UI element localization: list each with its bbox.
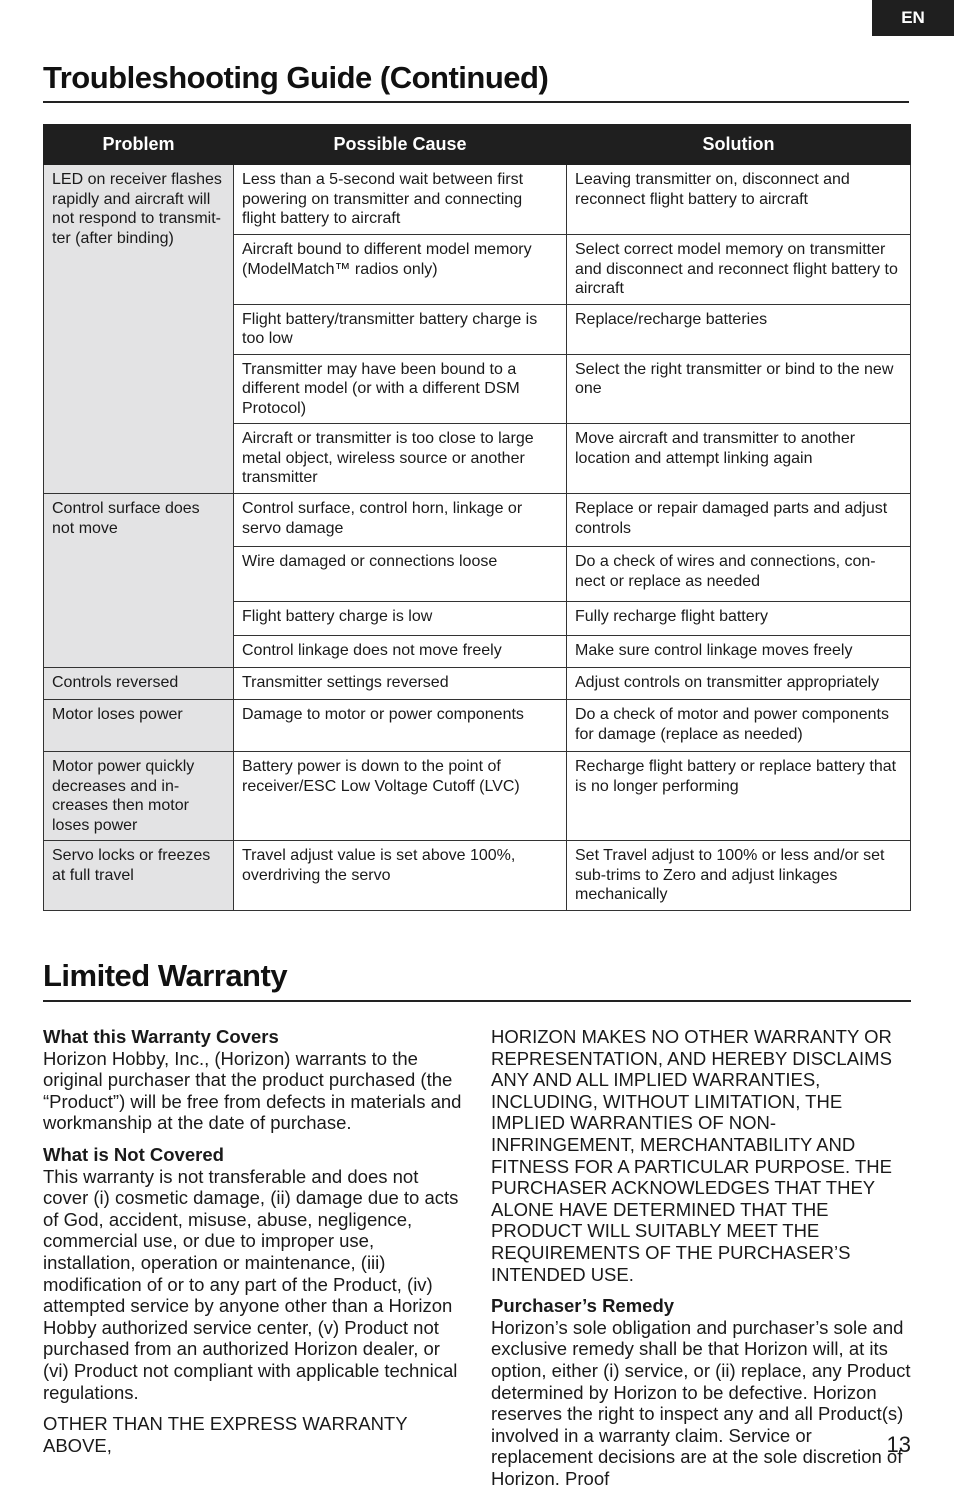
cause-cell: Damage to motor or power components xyxy=(234,700,567,752)
warranty-left-column xyxy=(43,1026,465,1466)
problem-cell: Controls reversed xyxy=(44,668,234,700)
solution-cell: Select the right transmitter or bind to the new one xyxy=(567,354,911,424)
disclaimer-text: HORIZON MAKES NO OTHER WARRANTY OR REPRESENTATION, AND HEREBY DISCLAIMS ANY AND ALL IMPLIED WARRANTIES, INCLUDING, WITHOUT LIMITATION, THE IMPLIED WARRANTIES OF NON-INFRINGEMENT, MERCHANTABILITY AND FITNESS FOR A PARTICULAR PURPOSE. THE PURCHASER ACKNOWLEDGES THAT THEY ALONE HAVE DETERMINED THAT THE PRODUCT WILL SUITABLY MEET THE REQUIREMENTS OF THE PURCHASER’S INTENDED USE. xyxy=(491,1026,892,1285)
cause-cell: Flight battery/transmitter battery charge is too low xyxy=(234,304,567,354)
table-header-row xyxy=(44,125,911,165)
problem-cell: Control surface does not move xyxy=(44,494,234,668)
not-covered-heading: What is Not Covered xyxy=(43,1143,224,1165)
language-tab: EN xyxy=(872,0,954,36)
express-warranty-text: OTHER THAN THE EXPRESS WARRANTY ABOVE, xyxy=(43,1413,408,1456)
cause-cell: Travel adjust value is set above 100%, overdriving the servo xyxy=(234,841,567,911)
page-number: 13 xyxy=(886,1432,911,1457)
table-row xyxy=(44,700,911,752)
cause-cell: Battery power is down to the point of receiver/ESC Low Voltage Cutoff (LVC) xyxy=(234,752,567,841)
header-solution: Solution xyxy=(567,125,911,165)
covers-text: Horizon Hobby, Inc., (Horizon) warrants to the original purchaser that the product purchased (the “Product”) will be free from defects in materials and workmanship at the date of purchase. xyxy=(43,1047,462,1134)
solution-cell: Replace or repair damaged parts and adjust controls xyxy=(567,494,911,547)
warranty-section xyxy=(491,1295,913,1489)
table-row xyxy=(44,668,911,700)
solution-cell: Move aircraft and transmitter to another location and attempt linking again xyxy=(567,424,911,494)
cause-cell: Transmitter may have been bound to a different model (or with a different DSM Protocol) xyxy=(234,354,567,424)
warranty-right-column xyxy=(491,1026,913,1499)
cause-cell: Aircraft or transmitter is too close to large metal object, wireless source or another transmitter xyxy=(234,424,567,494)
problem-cell: Motor power quickly decreases and in-creases then motor loses power xyxy=(44,752,234,841)
cause-cell: Less than a 5-second wait between first powering on transmitter and connecting flight battery to aircraft xyxy=(234,165,567,235)
title-divider xyxy=(43,101,909,103)
table-row xyxy=(44,494,911,547)
warranty-section xyxy=(43,1026,465,1134)
cause-cell: Transmitter settings reversed xyxy=(234,668,567,700)
table-row xyxy=(44,752,911,841)
troubleshooting-title: Troubleshooting Guide (Continued) xyxy=(43,60,549,95)
warranty-title: Limited Warranty xyxy=(43,958,288,993)
solution-cell: Select correct model memory on transmitter and disconnect and reconnect flight battery to aircraft xyxy=(567,235,911,305)
problem-cell: Motor loses power xyxy=(44,700,234,752)
cause-cell: Aircraft bound to different model memory (ModelMatch™ radios only) xyxy=(234,235,567,305)
covers-heading: What this Warranty Covers xyxy=(43,1026,279,1047)
cause-cell: Control surface, control horn, linkage or servo damage xyxy=(234,494,567,547)
cause-cell: Control linkage does not move freely xyxy=(234,636,567,668)
problem-cell: LED on receiver flashes rapidly and aircraft will not respond to transmit-ter (after binding) xyxy=(44,165,234,494)
solution-cell: Make sure control linkage moves freely xyxy=(567,636,911,668)
solution-cell: Do a check of wires and connections, con-nect or replace as needed xyxy=(567,547,911,602)
solution-cell: Set Travel adjust to 100% or less and/or set sub-trims to Zero and adjust linkages mechanically xyxy=(567,841,911,911)
solution-cell: Recharge flight battery or replace battery that is no longer performing xyxy=(567,752,911,841)
solution-cell: Leaving transmitter on, disconnect and reconnect flight battery to aircraft xyxy=(567,165,911,235)
troubleshooting-table xyxy=(43,124,911,911)
solution-cell: Adjust controls on transmitter appropriately xyxy=(567,668,911,700)
cause-cell: Wire damaged or connections loose xyxy=(234,547,567,602)
solution-cell: Fully recharge flight battery xyxy=(567,602,911,636)
remedy-text: Horizon’s sole obligation and purchaser’s sole and exclusive remedy shall be that Horizon will, at its option, either (i) service, or (ii) replace, any Product determined by Horizon to be defective. Horizon reserves the right to inspect any and all Product(s) involved in a warranty claim. Service or replacement decisions are at the sole discretion of Horizon. Proof xyxy=(491,1316,911,1489)
solution-cell: Replace/recharge batteries xyxy=(567,304,911,354)
title-divider xyxy=(43,1000,911,1002)
header-problem: Problem xyxy=(44,125,234,165)
warranty-section xyxy=(43,1144,465,1403)
table-row xyxy=(44,841,911,911)
remedy-heading: Purchaser’s Remedy xyxy=(491,1295,675,1317)
header-possible-cause: Possible Cause xyxy=(234,125,567,165)
solution-cell: Do a check of motor and power components for damage (replace as needed) xyxy=(567,700,911,752)
cause-cell: Flight battery charge is low xyxy=(234,602,567,636)
table-row xyxy=(44,165,911,235)
problem-cell: Servo locks or freezes at full travel xyxy=(44,841,234,911)
not-covered-text: This warranty is not transferable and does not cover (i) cosmetic damage, (ii) damage due to acts of God, accident, misuse, abuse, negligence, commercial use, or due to improper use, installation, operation or maintenance, (iii) modification of or to any part of the Product, (iv) attempted service by anyone other than a Horizon Hobby authorized service center, (v) Product not purchased from an authorized Horizon dealer, or (vi) Product not compliant with applicable technical regulations. xyxy=(43,1165,459,1403)
